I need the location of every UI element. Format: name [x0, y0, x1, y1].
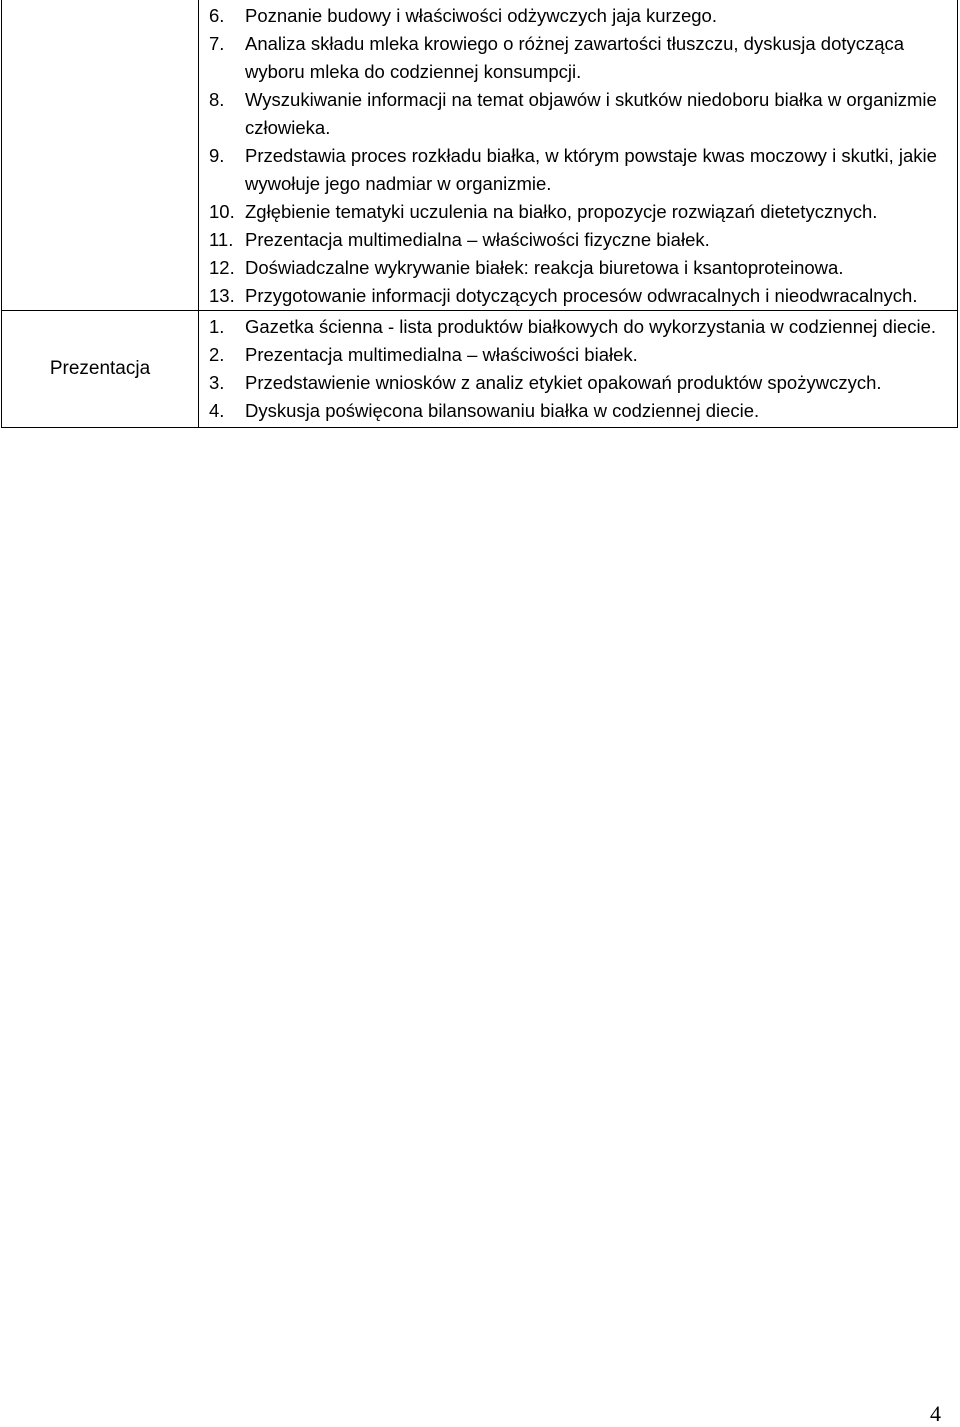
item-number: 2.	[209, 344, 225, 365]
page-number: 4	[930, 1401, 941, 1426]
list-item	[209, 254, 947, 282]
list-item	[209, 313, 947, 341]
row-content	[199, 311, 958, 428]
list-item	[209, 397, 947, 425]
list-item	[209, 142, 947, 198]
item-text: Wyszukiwanie informacji na temat objawów i skutków niedoboru białka w organizmie człowieka.	[245, 89, 937, 138]
numbered-list	[209, 313, 947, 425]
item-text: Przedstawia proces rozkładu białka, w którym powstaje kwas moczowy i skutki, jakie wywołuje jego nadmiar w organizmie.	[245, 145, 937, 194]
item-number: 10.	[209, 201, 235, 222]
item-number: 9.	[209, 145, 225, 166]
item-text: Poznanie budowy i właściwości odżywczych jaja kurzego.	[245, 5, 717, 26]
item-number: 1.	[209, 316, 225, 337]
list-item	[209, 369, 947, 397]
item-number: 12.	[209, 257, 235, 278]
item-text: Przedstawienie wniosków z analiz etykiet opakowań produktów spożywczych.	[245, 372, 882, 393]
item-text: Prezentacja multimedialna – właściwości fizyczne białek.	[245, 229, 710, 250]
item-number: 13.	[209, 285, 235, 306]
table-row-presentation	[2, 311, 958, 428]
list-item	[209, 86, 947, 142]
item-text: Prezentacja multimedialna – właściwości białek.	[245, 344, 638, 365]
item-text: Dyskusja poświęcona bilansowaniu białka w codziennej diecie.	[245, 400, 760, 421]
content-table	[1, 0, 958, 428]
row-label-presentation: Prezentacja	[2, 311, 199, 428]
list-item	[209, 226, 947, 254]
numbered-list	[209, 2, 947, 310]
item-number: 7.	[209, 33, 225, 54]
item-number: 3.	[209, 372, 225, 393]
item-text: Zgłębienie tematyki uczulenia na białko, propozycje rozwiązań dietetycznych.	[245, 201, 878, 222]
list-item	[209, 341, 947, 369]
item-number: 4.	[209, 400, 225, 421]
item-number: 6.	[209, 5, 225, 26]
list-item	[209, 198, 947, 226]
list-item	[209, 282, 947, 310]
row-label	[2, 0, 199, 311]
row-content	[199, 0, 958, 311]
item-text: Analiza składu mleka krowiego o różnej zawartości tłuszczu, dyskusja dotycząca wyboru mleka do codziennej konsumpcji.	[245, 33, 905, 82]
item-text: Przygotowanie informacji dotyczących procesów odwracalnych i nieodwracalnych.	[245, 285, 918, 306]
item-text: Doświadczalne wykrywanie białek: reakcja biuretowa i ksantoproteinowa.	[245, 257, 844, 278]
list-item	[209, 30, 947, 86]
list-item	[209, 2, 947, 30]
item-text: Gazetka ścienna - lista produktów białkowych do wykorzystania w codziennej diecie.	[245, 316, 937, 337]
item-number: 8.	[209, 89, 225, 110]
table-row-methods	[2, 0, 958, 311]
item-number: 11.	[209, 229, 234, 250]
